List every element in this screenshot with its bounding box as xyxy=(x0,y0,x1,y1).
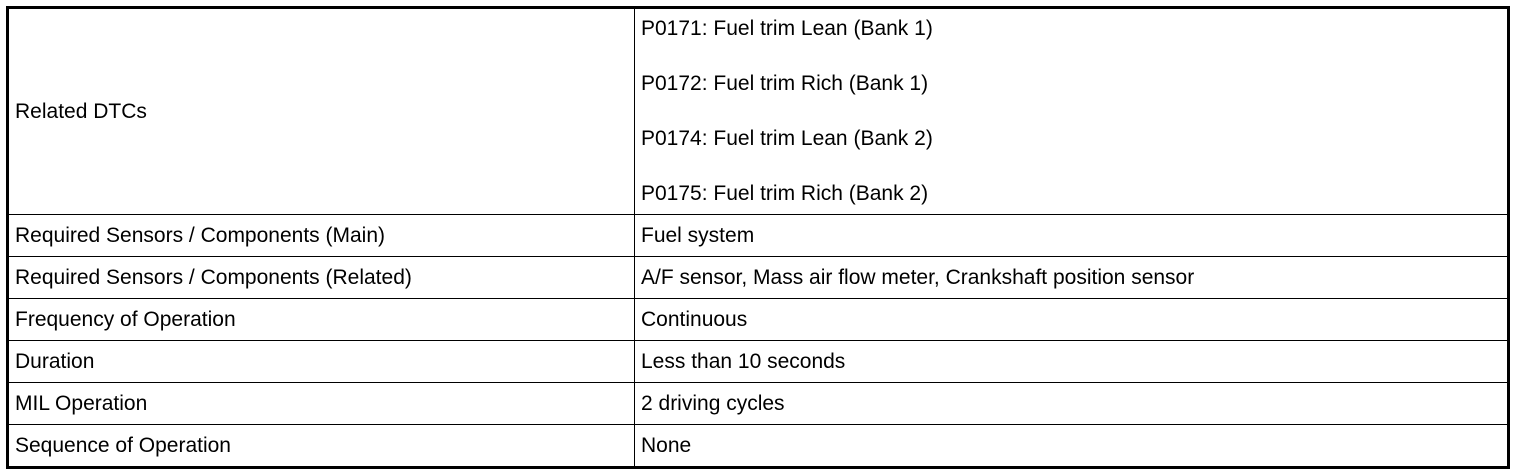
dtc-list-cell xyxy=(635,8,1509,215)
table-row-duration xyxy=(8,341,1509,383)
row-label: MIL Operation xyxy=(8,383,635,425)
dtc-item: P0172: Fuel trim Rich (Bank 1) xyxy=(641,72,929,95)
row-value: A/F sensor, Mass air flow meter, Crankshaft position sensor xyxy=(635,257,1509,299)
row-value: None xyxy=(635,425,1509,468)
row-value: 2 driving cycles xyxy=(635,383,1509,425)
monitor-spec-table xyxy=(6,6,1510,469)
row-label: Related DTCs xyxy=(8,8,635,215)
row-label: Required Sensors / Components (Related) xyxy=(8,257,635,299)
table-row-related-dtcs xyxy=(8,8,1509,215)
row-value: Fuel system xyxy=(635,215,1509,257)
dtc-item: P0171: Fuel trim Lean (Bank 1) xyxy=(641,17,933,40)
table-row-required-related xyxy=(8,257,1509,299)
dtc-item: P0174: Fuel trim Lean (Bank 2) xyxy=(641,127,933,150)
table-row-mil-operation xyxy=(8,383,1509,425)
table-row-required-main xyxy=(8,215,1509,257)
dtc-item: P0175: Fuel trim Rich (Bank 2) xyxy=(641,182,929,205)
row-label: Required Sensors / Components (Main) xyxy=(8,215,635,257)
row-label: Sequence of Operation xyxy=(8,425,635,468)
row-label: Duration xyxy=(8,341,635,383)
row-value: Continuous xyxy=(635,299,1509,341)
row-label: Frequency of Operation xyxy=(8,299,635,341)
table-row-sequence xyxy=(8,425,1509,468)
row-value: Less than 10 seconds xyxy=(635,341,1509,383)
table-row-frequency xyxy=(8,299,1509,341)
dtc-list xyxy=(641,17,1507,206)
